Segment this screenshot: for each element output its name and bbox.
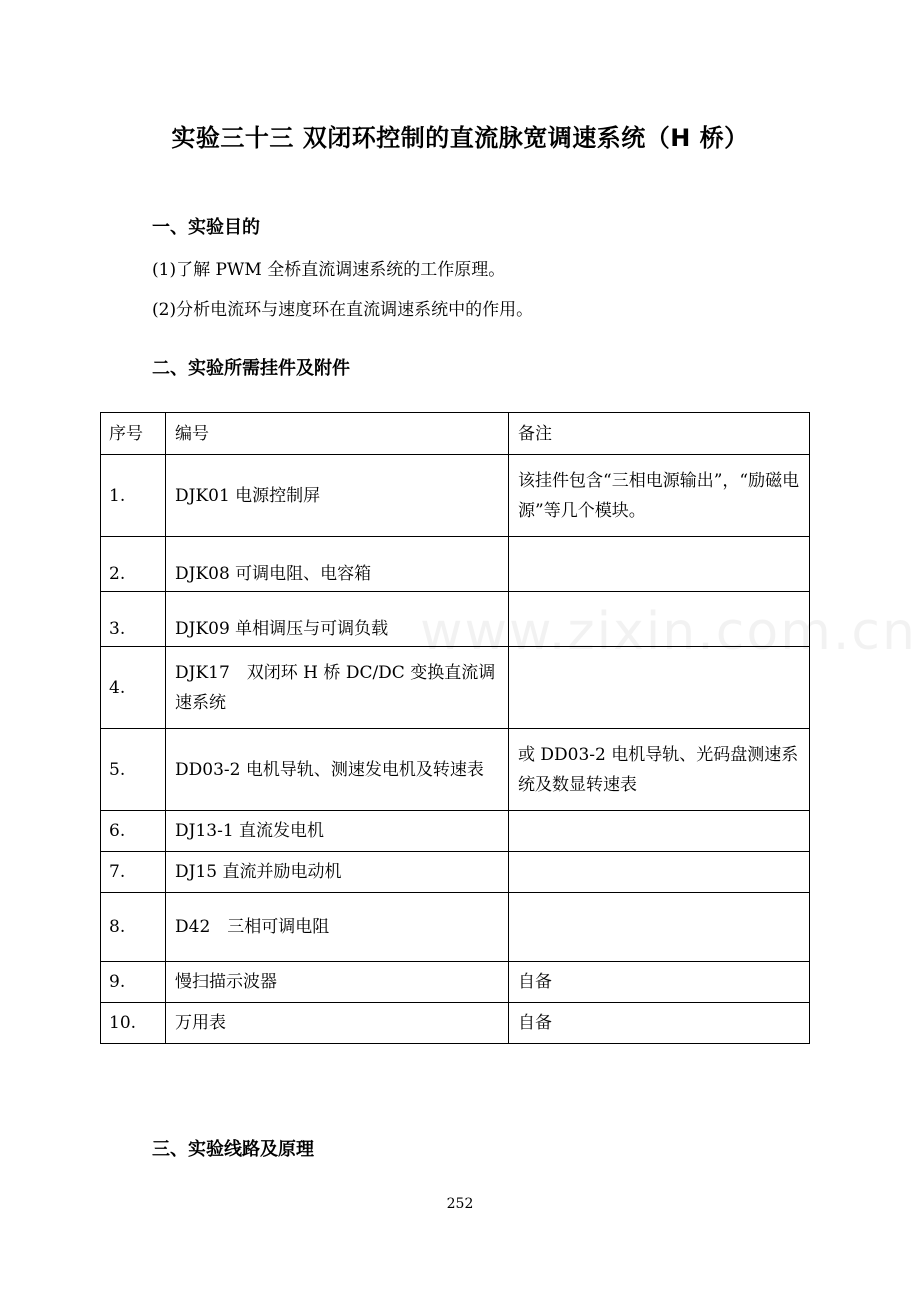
table-row xyxy=(101,537,810,592)
purpose-item-2: (2)分析电流环与速度环在直流调速系统中的作用。 xyxy=(152,300,534,320)
header-code: 编号 xyxy=(166,413,509,455)
row-code: DD03-2 电机导轨、测速发电机及转速表 xyxy=(166,729,509,811)
row-note xyxy=(509,537,810,592)
row-code: DJK08 可调电阻、电容箱 xyxy=(166,537,509,592)
row-code: 慢扫描示波器 xyxy=(166,962,509,1003)
row-seq: 1. xyxy=(101,455,166,537)
row-code: 万用表 xyxy=(166,1003,509,1044)
table-header-row xyxy=(101,413,810,455)
table-row xyxy=(101,811,810,852)
section-heading-purpose: 一、实验目的 xyxy=(152,217,260,238)
row-code: DJK01 电源控制屏 xyxy=(166,455,509,537)
table-row xyxy=(101,455,810,537)
row-code: DJ13-1 直流发电机 xyxy=(166,811,509,852)
row-note: 或 DD03-2 电机导轨、光码盘测速系统及数显转速表 xyxy=(509,729,810,811)
section-heading-equipment: 二、实验所需挂件及附件 xyxy=(152,358,350,379)
row-seq: 3. xyxy=(101,592,166,647)
row-seq: 8. xyxy=(101,893,166,962)
table-row xyxy=(101,1003,810,1044)
row-code: DJK09 单相调压与可调负载 xyxy=(166,592,509,647)
row-note xyxy=(509,811,810,852)
row-code: D42 三相可调电阻 xyxy=(166,893,509,962)
table-row xyxy=(101,893,810,962)
row-seq: 9. xyxy=(101,962,166,1003)
row-seq: 4. xyxy=(101,647,166,729)
table-row xyxy=(101,592,810,647)
row-note: 该挂件包含“三相电源输出”，“励磁电源”等几个模块。 xyxy=(509,455,810,537)
row-seq: 7. xyxy=(101,852,166,893)
row-note xyxy=(509,893,810,962)
row-note xyxy=(509,852,810,893)
table-row xyxy=(101,729,810,811)
row-note: 自备 xyxy=(509,962,810,1003)
row-seq: 6. xyxy=(101,811,166,852)
row-note xyxy=(509,647,810,729)
row-note xyxy=(509,592,810,647)
row-seq: 2. xyxy=(101,537,166,592)
table-row xyxy=(101,962,810,1003)
watermark: www.zixin.com.cn xyxy=(420,602,917,662)
row-seq: 10. xyxy=(101,1003,166,1044)
table-row xyxy=(101,852,810,893)
equipment-table xyxy=(100,412,810,1044)
header-note: 备注 xyxy=(509,413,810,455)
row-code: DJK17 双闭环 H 桥 DC/DC 变换直流调速系统 xyxy=(166,647,509,729)
purpose-item-1: (1)了解 PWM 全桥直流调速系统的工作原理。 xyxy=(152,260,506,280)
table-row xyxy=(101,647,810,729)
page-number: 252 xyxy=(446,1196,474,1212)
section-heading-circuit: 三、实验线路及原理 xyxy=(152,1139,314,1160)
row-note: 自备 xyxy=(509,1003,810,1044)
page-title: 实验三十三 双闭环控制的直流脉宽调速系统（H 桥） xyxy=(171,124,749,152)
header-seq: 序号 xyxy=(101,413,166,455)
row-code: DJ15 直流并励电动机 xyxy=(166,852,509,893)
row-seq: 5. xyxy=(101,729,166,811)
